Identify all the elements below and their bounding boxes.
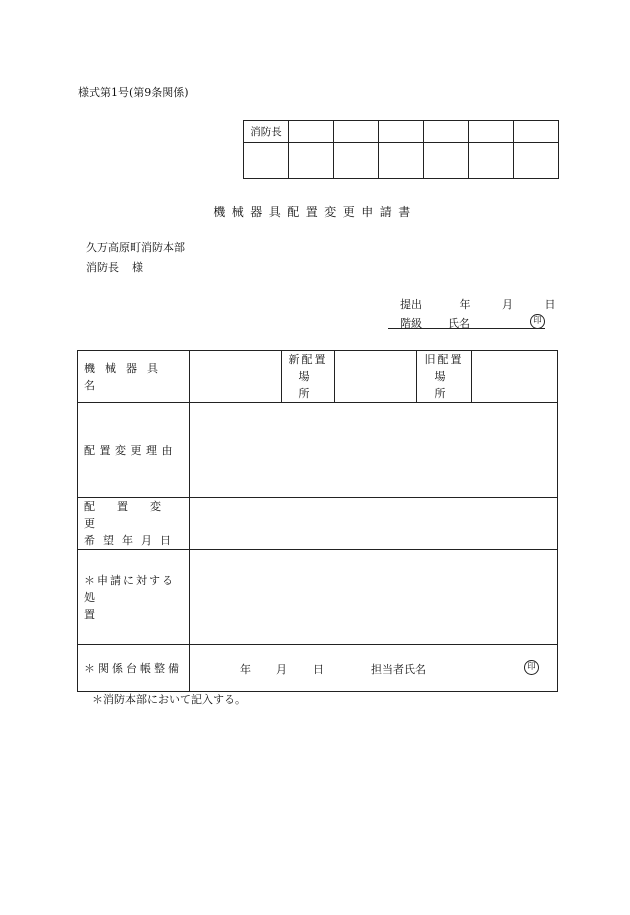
footnote: ＊消防本部において記入する。 xyxy=(92,693,246,706)
old-location-label-1: 旧配置 xyxy=(424,353,464,366)
stamp-cell xyxy=(244,143,289,179)
name-label: 氏名 xyxy=(448,317,470,330)
disposition-label-2: 処置 xyxy=(84,590,163,621)
stamp-header-cell xyxy=(514,121,559,143)
ledger-month-label: 月 xyxy=(276,663,287,676)
ledger-field xyxy=(190,645,558,692)
old-location-field[interactable] xyxy=(472,351,558,403)
desired-date-field[interactable] xyxy=(190,498,558,550)
submitted-label: 提出 xyxy=(400,298,422,311)
addressee-chief xyxy=(86,259,143,275)
change-reason-label xyxy=(78,403,190,498)
new-location-label-1: 新配置 xyxy=(288,353,328,366)
stamp-header-cell xyxy=(469,121,514,143)
change-reason-text: 配置変更理由 xyxy=(84,444,177,457)
old-location-label-2: 場所 xyxy=(434,370,460,400)
officer-name-label: 担当者氏名 xyxy=(371,663,426,676)
rank-label: 階級 xyxy=(400,317,422,330)
seal-icon: 印 xyxy=(524,660,539,675)
addressee-honorific: 様 xyxy=(132,261,143,274)
addressee-organization: 久万高原町消防本部 xyxy=(86,241,185,254)
stamp-header-cell xyxy=(289,121,334,143)
new-location-field[interactable] xyxy=(335,351,417,403)
equipment-name-field[interactable] xyxy=(190,351,282,403)
stamp-cell xyxy=(424,143,469,179)
day-label: 日 xyxy=(544,298,556,311)
disposition-label xyxy=(78,550,190,645)
applicant-rank-name-line xyxy=(388,313,545,329)
stamp-cell xyxy=(379,143,424,179)
disposition-label-1: ＊申請に対する xyxy=(84,573,175,587)
ledger-day-label: 日 xyxy=(313,663,324,676)
stamp-header-cell xyxy=(379,121,424,143)
stamp-header-fire-chief: 消防長 xyxy=(244,121,289,143)
disposition-field[interactable] xyxy=(190,550,558,645)
old-location-label xyxy=(417,351,472,403)
stamp-cell xyxy=(514,143,559,179)
stamp-cell xyxy=(334,143,379,179)
approval-stamp-table xyxy=(243,120,559,179)
equipment-name-text xyxy=(84,360,183,394)
stamp-cell xyxy=(469,143,514,179)
seal-icon: 印 xyxy=(530,314,545,329)
change-reason-field[interactable] xyxy=(190,403,558,498)
addressee-chief-title: 消防長 xyxy=(86,261,119,274)
desired-date-label-2: 希望年月日 xyxy=(84,534,179,547)
equipment-name-label xyxy=(78,351,190,403)
desired-date-label-1: 配置変更 xyxy=(84,500,183,530)
stamp-header-cell xyxy=(334,121,379,143)
application-form-table xyxy=(77,350,558,692)
ledger-year-label: 年 xyxy=(240,663,251,676)
submission-date-line xyxy=(400,296,556,312)
equipment-name-value: 機械器具名 xyxy=(84,361,168,392)
ledger-text: ＊関係台帳整備 xyxy=(84,662,182,675)
ledger-label xyxy=(78,645,190,692)
form-number-label: 様式第1号(第9条関係) xyxy=(78,86,189,99)
desired-date-label xyxy=(78,498,190,550)
stamp-cell xyxy=(289,143,334,179)
year-label: 年 xyxy=(459,298,471,311)
document-title: 機械器具配置変更申請書 xyxy=(213,205,417,219)
month-label: 月 xyxy=(502,298,513,311)
new-location-label xyxy=(282,351,335,403)
new-location-label-2: 場所 xyxy=(298,370,324,400)
stamp-header-cell xyxy=(424,121,469,143)
